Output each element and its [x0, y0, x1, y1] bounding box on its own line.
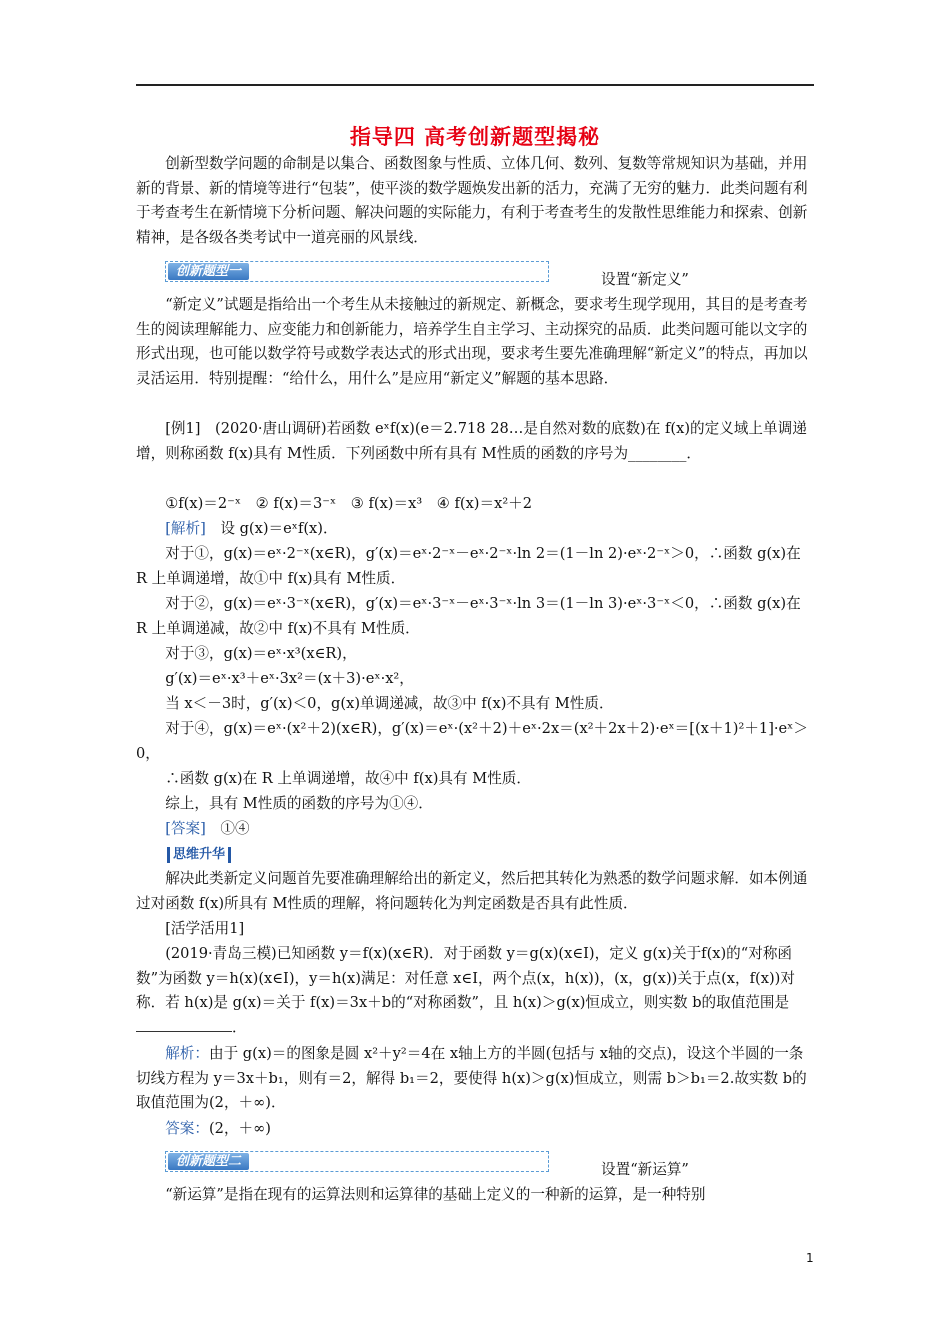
- practice1-stem: [136, 942, 814, 1040]
- section-title-2: 设置“新运算”: [601, 1161, 689, 1178]
- analysis-line-6: 对于④，g(x)＝eˣ·(x²＋2)(x∈R)，g′(x)＝eˣ·(x²＋2)＋eˣ·2x＝(x²＋2x＋2)·eˣ＝[(x＋1)²＋1]·eˣ＞0，: [136, 720, 808, 762]
- answer-blank: [136, 1017, 232, 1032]
- practice-answer-value: (2，＋∞): [208, 1120, 272, 1137]
- practice1-analysis: [136, 1042, 814, 1116]
- example1-answer: [136, 817, 814, 842]
- page-title: 指导四 高考创新题型揭秘: [349, 125, 601, 149]
- practice-analysis-text: 由于 g(x)＝的图象是圆 x²＋y²＝4在 x轴上方的半圆(包括与 x轴的交点)，设这个半圆的一条切线方程为 y＝3x＋b₁，则有＝2，解得 b₁＝2，要使得 h(x)＞g(x)恒成立，则需 b＞b₁＝2.故实数 b的取值范围为(2，＋∞)．: [136, 1045, 807, 1111]
- analysis-line-8: 综上，具有 M性质的函数的序号为①④．: [165, 795, 433, 812]
- think-paragraph: 解决此类新定义问题首先要准确理解给出的新定义，然后把其转化为熟悉的数学问题求解．如本例通过对函数 f(x)所具有 M性质的理解，将问题转化为判定函数是否具有此性质．: [136, 870, 808, 912]
- practice1-label: [活学活用1]: [165, 920, 245, 937]
- practice1-stem-text: (2019·青岛三模)已知函数 y＝f(x)(x∈R)．对于函数 y＝g(x)(x∈I)，定义 g(x)关于f(x)的“对称函数”为函数 y＝h(x)(x∈I)，y＝h(x)满足：对任意 x∈I，两个点(x，h(x))，(x，g(x))关于点(x，f(x))对称．若 h(x)是 g(x)＝关于 f(x)＝3x＋b的“对称函数”，且 h(x)＞g(x)恒成立，则实数 b的取值范围是: [136, 945, 795, 1011]
- analysis-line-2: 对于②，g(x)＝eˣ·3⁻ˣ(x∈R)，g′(x)＝eˣ·3⁻ˣ－eˣ·3⁻ˣ·ln 3＝(1－ln 3)·eˣ·3⁻ˣ＜0，∴函数 g(x)在 R 上单调递减，故②中 f(x)不具有 M性质．: [136, 595, 801, 637]
- practice-analysis-label: 解析：: [165, 1045, 209, 1062]
- header-rule: [136, 84, 814, 86]
- practice-answer-label: 答案：: [165, 1120, 209, 1137]
- intro-paragraph: 创新型数学问题的命制是以集合、函数图象与性质、立体几何、数列、复数等常规知识为基础，并用新的背景、新的情境等进行“包装”，使平淡的数学题焕发出新的活力，充满了无穷的魅力．此类问题有利于考查考生在新情境下分析问题、解决问题的实际能力，有利于考查考生的发散性思维能力和探索、创新精神，是各级各类考试中一道亮丽的风景线．: [136, 155, 808, 246]
- answer-label: [答案]: [165, 820, 206, 837]
- analysis-label: [解析]: [165, 520, 206, 537]
- section1-description: “新定义”试题是指给出一个考生从未接触过的新规定、新概念，要求考生现学现用，其目的是考查考生的阅读理解能力、应变能力和创新能力，培养学生自主学习、主动探究的品质．此类问题可能以文字的形式出现，也可能以数学符号或数学表达式的形式出现，要求考生要先准确理解“新定义”的特点，再加以灵活运用．特别提醒：“给什么，用什么”是应用“新定义”解题的基本思路．: [136, 296, 808, 387]
- example1-analysis-intro: [136, 517, 814, 542]
- practice1-answer: [136, 1117, 814, 1142]
- analysis-first-line: 设 g(x)＝eˣf(x)．: [205, 520, 338, 537]
- section-title-1: 设置“新定义”: [601, 271, 689, 288]
- analysis-line-7: ∴函数 g(x)在 R 上单调递增，故④中 f(x)具有 M性质．: [165, 770, 531, 787]
- analysis-line-5: 当 x＜－3时，g′(x)＜0，g(x)单调递减，故③中 f(x)不具有 M性质．: [165, 695, 614, 712]
- example1-stem: [例1] (2020·唐山调研)若函数 eˣf(x)(e＝2.718 28…是自然对数的底数)在 f(x)的定义域上单调递增，则称函数 f(x)具有 M性质．下列函数中所有具有 M性质的函数的序号为________．: [136, 420, 807, 462]
- practice1-stem-end: ．: [232, 1018, 247, 1036]
- example1-options: ①f(x)＝2⁻ˣ ② f(x)＝3⁻ˣ ③ f(x)＝x³ ④ f(x)＝x²＋2: [165, 495, 533, 512]
- analysis-line-4: g′(x)＝eˣ·x³＋eˣ·3x²＝(x＋3)·eˣ·x²，: [165, 670, 414, 687]
- section-tag-1: 创新题型一: [168, 263, 249, 280]
- analysis-line-3: 对于③，g(x)＝eˣ·x³(x∈R)，: [165, 645, 357, 662]
- section2-description: “新运算”是指在现有的运算法则和运算律的基础上定义的一种新的运算，是一种特别: [165, 1186, 706, 1203]
- think-tag: 思维升华: [167, 847, 231, 863]
- answer-value: ①④: [205, 820, 250, 837]
- page-number: 1: [806, 1251, 814, 1265]
- section-tag-2: 创新题型二: [168, 1153, 249, 1170]
- analysis-line-1: 对于①，g(x)＝eˣ·2⁻ˣ(x∈R)，g′(x)＝eˣ·2⁻ˣ－eˣ·2⁻ˣ·ln 2＝(1－ln 2)·eˣ·2⁻ˣ＞0，∴函数 g(x)在 R 上单调递增，故①中 f(x)具有 M性质．: [136, 545, 801, 587]
